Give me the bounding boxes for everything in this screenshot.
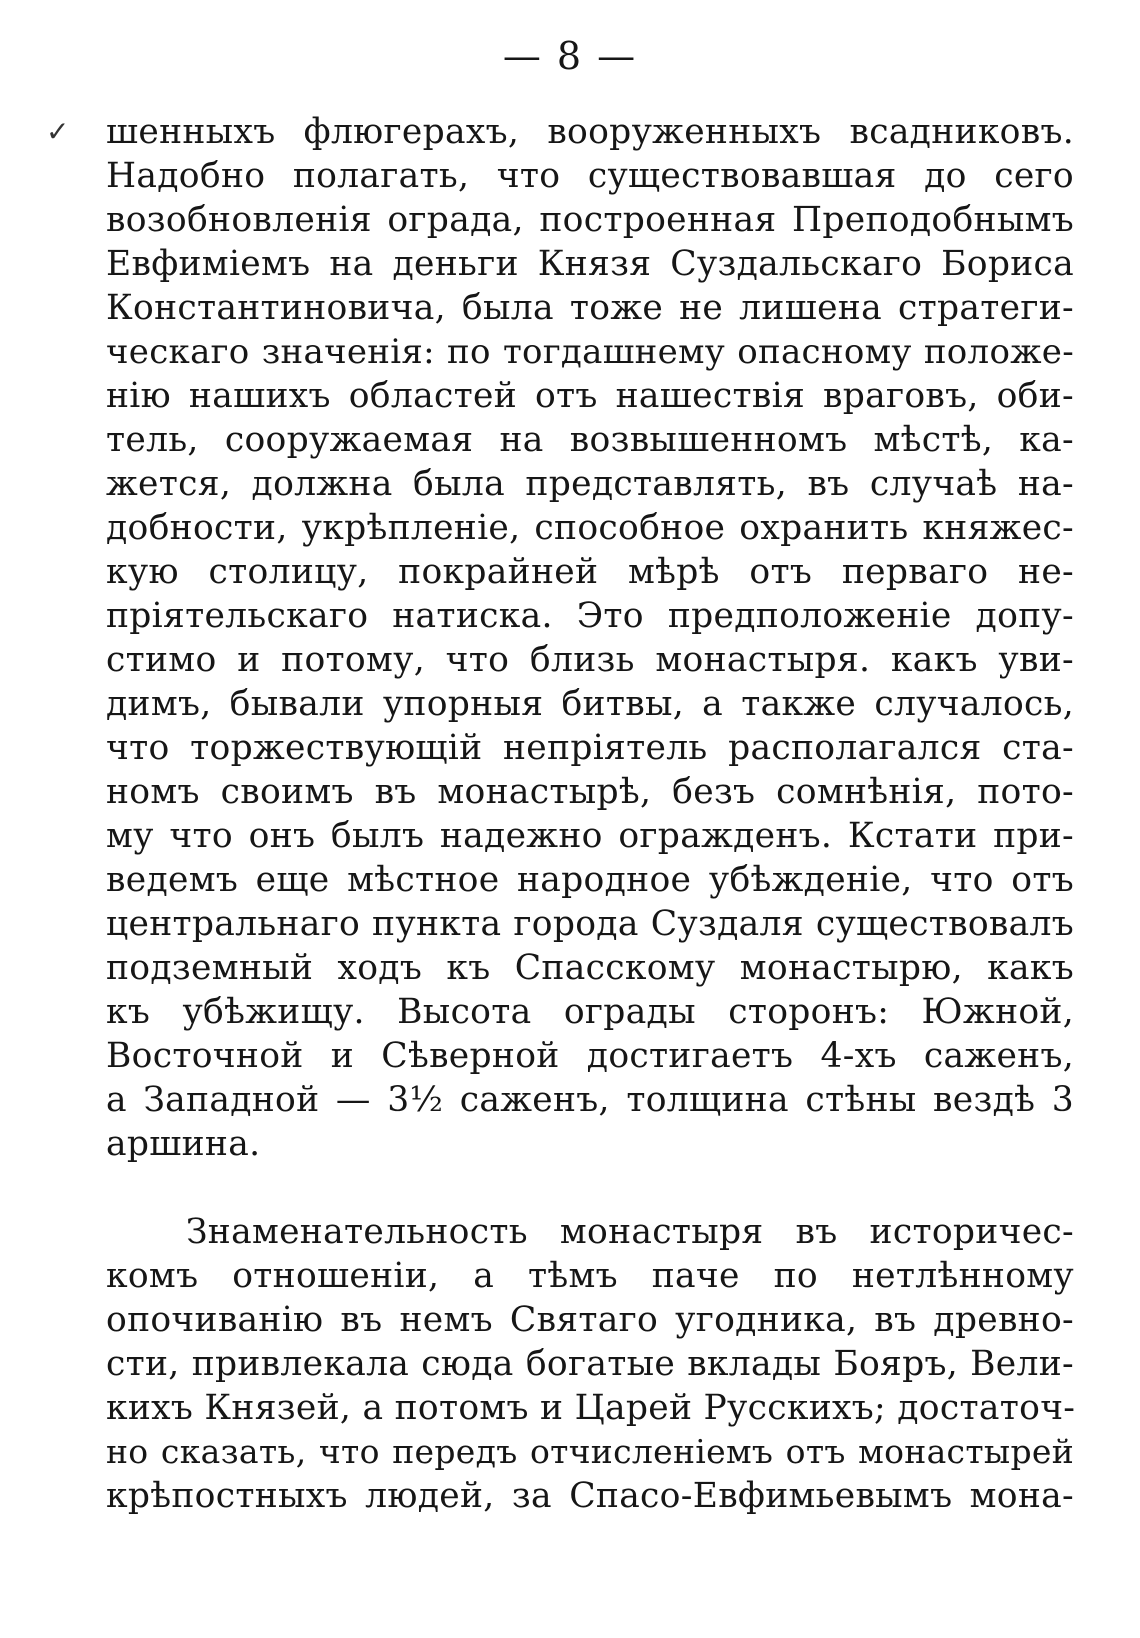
text-line: что торжествующій непріятель располагался ста- (106, 728, 1074, 768)
text-line: пріятельскаго натиска. Это предположеніе допу- (106, 596, 1074, 636)
text-line: комъ отношеніи, а тѣмъ паче по нетлѣнному (106, 1256, 1074, 1296)
page-number: — 8 — (502, 34, 638, 78)
text-line: стимо и потому, что близь монастыря. какъ уви- (106, 640, 1074, 680)
text-line: ведемъ еще мѣстное народное убѣжденіе, что отъ (106, 860, 1074, 900)
text-line: кую столицу, покрайней мѣрѣ отъ перваго не- (106, 552, 1074, 592)
text-line: жется, должна была представлять, въ случаѣ на- (106, 464, 1074, 504)
text-line: номъ своимъ въ монастырѣ, безъ сомнѣнія, пото- (106, 772, 1074, 812)
text-line: сти, привлекала сюда богатые вклады Бояръ, Вели- (106, 1344, 1074, 1384)
text-line: Надобно полагать, что существовавшая до сего (106, 156, 1074, 196)
text-line: Константиновича, была тоже не лишена стратеги- (106, 288, 1074, 328)
text-line: кихъ Князей, а потомъ и Царей Русскихъ; достаточ- (106, 1388, 1076, 1428)
margin-check-mark: ✓ (46, 115, 70, 148)
text-line: Евфиміемъ на деньги Князя Суздальскаго Бориса (106, 244, 1074, 284)
text-line: му что онъ былъ надежно огражденъ. Кстати при- (106, 816, 1074, 856)
text-line: ческаго значенія: по тогдашнему опасному положе- (106, 332, 1074, 372)
text-line: подземный ходъ къ Спасскому монастырю, какъ (106, 948, 1074, 988)
text-line: димъ, бывали упорныя битвы, а также случалось, (106, 684, 1074, 724)
text-line: Восточной и Сѣверной достигаетъ 4-хъ саженъ, (106, 1036, 1074, 1076)
text-line: тель, сооружаемая на возвышенномъ мѣстѣ, ка- (106, 420, 1074, 460)
text-line: къ убѣжищу. Высота ограды сторонъ: Южной, (106, 992, 1074, 1032)
text-line: нію нашихъ областей отъ нашествія враговъ, оби- (106, 376, 1074, 416)
text-line: возобновленія ограда, построенная Преподобнымъ (106, 200, 1074, 240)
text-line: Знаменательность монастыря въ историчес- (186, 1212, 1074, 1252)
text-line: добности, укрѣпленіе, способное охранить княжес- (106, 508, 1074, 548)
text-line: аршина. (106, 1124, 261, 1164)
text-line: но сказать, что передъ отчисленіемъ отъ монастырей (106, 1432, 1074, 1471)
text-line: шенныхъ флюгерахъ, вооруженныхъ всадниковъ. (106, 112, 1074, 152)
text-line: крѣпостныхъ людей, за Спасо-Евфимьевымъ мона- (106, 1476, 1074, 1516)
text-line: опочиванію въ немъ Святаго угодника, въ древно- (106, 1300, 1074, 1340)
text-line: а Западной — 3½ саженъ, толщина стѣны вездѣ 3 (106, 1080, 1074, 1120)
text-line: центральнаго пункта города Суздаля существовалъ (106, 904, 1074, 944)
